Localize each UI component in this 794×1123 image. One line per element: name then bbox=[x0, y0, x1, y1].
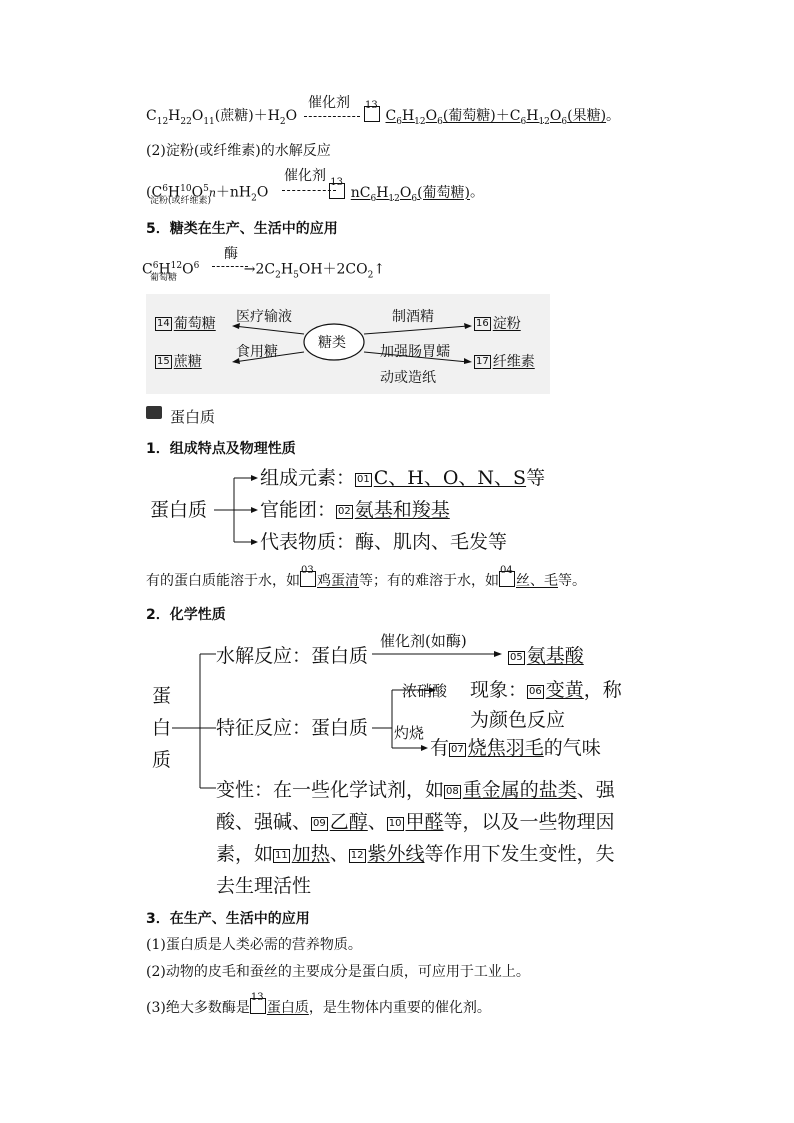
denaturation-line-3: 素，如 11 加热、 12 紫外线等作用下发生变性，失 bbox=[216, 843, 615, 865]
sucrose-products: $C_6H_{12}O_6$(葡萄糖)$+C_6H_{12}O_6$(果糖) bbox=[385, 108, 607, 127]
enzyme-arrow bbox=[212, 266, 248, 267]
application-3: (3)绝大多数酶是 13 蛋白质，是生物体内重要的催化剂。 bbox=[146, 992, 491, 1016]
color-reaction-text: 为颜色反应 bbox=[470, 709, 566, 731]
denaturation-line-4: 去生理活性 bbox=[216, 875, 312, 897]
section-2-heading: 2．化学性质 bbox=[146, 607, 226, 623]
diagram-center: 糖类 bbox=[318, 335, 346, 351]
enhance-label: 加强肠胃蠕 bbox=[380, 344, 450, 360]
glucose-node: 14 葡萄糖 bbox=[157, 316, 216, 332]
protein-section-icon bbox=[146, 406, 162, 419]
phenomenon-node: 现象： 06 变黄，称 bbox=[470, 679, 622, 701]
examples-branch: 代表物质：酶、肌肉、毛发等 bbox=[260, 531, 508, 553]
starch-product: $nC_6H_{12}O_6$(葡萄糖) bbox=[350, 184, 471, 204]
medical-label: 医疗输液 bbox=[236, 309, 292, 325]
fermentation-equation: $C^6H^{12}O^6$ $\to 2C_2H_5OH+2CO_2↑$ bbox=[142, 261, 386, 281]
section-5-heading: 5．糖类在生产、生活中的应用 bbox=[146, 221, 338, 237]
starch-hydrolysis-heading: (2)淀粉(或纤维素)的水解反应 bbox=[146, 143, 331, 159]
sucrose-node: 15 蔗糖 bbox=[157, 354, 202, 370]
smell-node: 有 07 烧焦羽毛的气味 bbox=[430, 737, 601, 759]
cellulose-node: 17 纤维素 bbox=[476, 354, 535, 370]
wine-label: 制酒精 bbox=[392, 309, 434, 325]
denaturation-line-2: 酸、强碱、 09 乙醇、 10 甲醛等，以及一些物理因 bbox=[216, 811, 615, 833]
reaction-arrow bbox=[304, 116, 360, 117]
catalyst-label: 催化剂 bbox=[308, 95, 350, 111]
elements-branch: 组成元素： 01 C、H、O、N、S等 bbox=[260, 467, 546, 489]
nitric-acid-label: 浓硝酸 bbox=[402, 682, 448, 700]
protein-title: 蛋白质 bbox=[170, 408, 216, 426]
enhance-label-2: 动或造纸 bbox=[380, 370, 436, 386]
enzyme-label: 酶 bbox=[224, 246, 238, 262]
application-2: (2)动物的皮毛和蚕丝的主要成分是蛋白质，可应用于工业上。 bbox=[146, 964, 530, 980]
application-1: (1)蛋白质是人类必需的营养物质。 bbox=[146, 937, 362, 953]
catalyst-label-2: 催化剂 bbox=[284, 168, 326, 184]
section-3-heading: 3．在生产、生活中的应用 bbox=[146, 911, 310, 927]
sugar-diagram-lines bbox=[146, 294, 550, 394]
starch-node: 16 淀粉 bbox=[476, 316, 521, 332]
sucrose-hydrolysis-equation: $C_{12}H_{22}O_{11}$(蔗糖)$+H_2O$ 13 $C_6H_{12}O_6$(葡萄糖)$+C_6H_{12}O_6$(果糖)。 bbox=[146, 100, 621, 127]
starch-hydrolysis-equation: ($C^6H^{10}O^5n+nH_2O$ 13 $nC_6H_{12}O_6$(葡萄糖)。 bbox=[146, 176, 485, 204]
protein-root: 蛋白质 bbox=[150, 499, 208, 521]
blank-13b: 13 bbox=[329, 183, 345, 199]
hydrolysis-arrow bbox=[372, 650, 504, 660]
protein-vertical-2: 白 bbox=[152, 717, 172, 739]
hydrolysis-catalyst: 催化剂(如酶) bbox=[380, 632, 467, 650]
reaction-arrow-2 bbox=[282, 190, 336, 191]
characteristic-branch: 特征反应：蛋白质 bbox=[216, 717, 369, 739]
amino-acid-node: 05 氨基酸 bbox=[510, 645, 584, 667]
hydrolysis-branch: 水解反应：蛋白质 bbox=[216, 645, 369, 667]
section-1-heading: 1．组成特点及物理性质 bbox=[146, 441, 296, 457]
functional-group-branch: 官能团： 02 氨基和羧基 bbox=[260, 499, 450, 521]
starch-label: 淀粉(或纤维素) bbox=[150, 196, 212, 206]
glucose-label: 葡萄糖 bbox=[150, 273, 178, 283]
solubility-text: 有的蛋白质能溶于水，如 03 鸡蛋清等；有的难溶于水，如 04 丝、毛等。 bbox=[146, 565, 586, 589]
blank-13: 13 bbox=[364, 106, 380, 122]
protein-vertical-3: 质 bbox=[152, 749, 172, 771]
protein-vertical-1: 蛋 bbox=[152, 685, 172, 707]
denaturation-line-1: 变性：在一些化学试剂，如 08 重金属的盐类、强 bbox=[216, 779, 615, 801]
food-label: 食用糖 bbox=[236, 344, 278, 360]
burning-label: 灼烧 bbox=[394, 724, 425, 742]
